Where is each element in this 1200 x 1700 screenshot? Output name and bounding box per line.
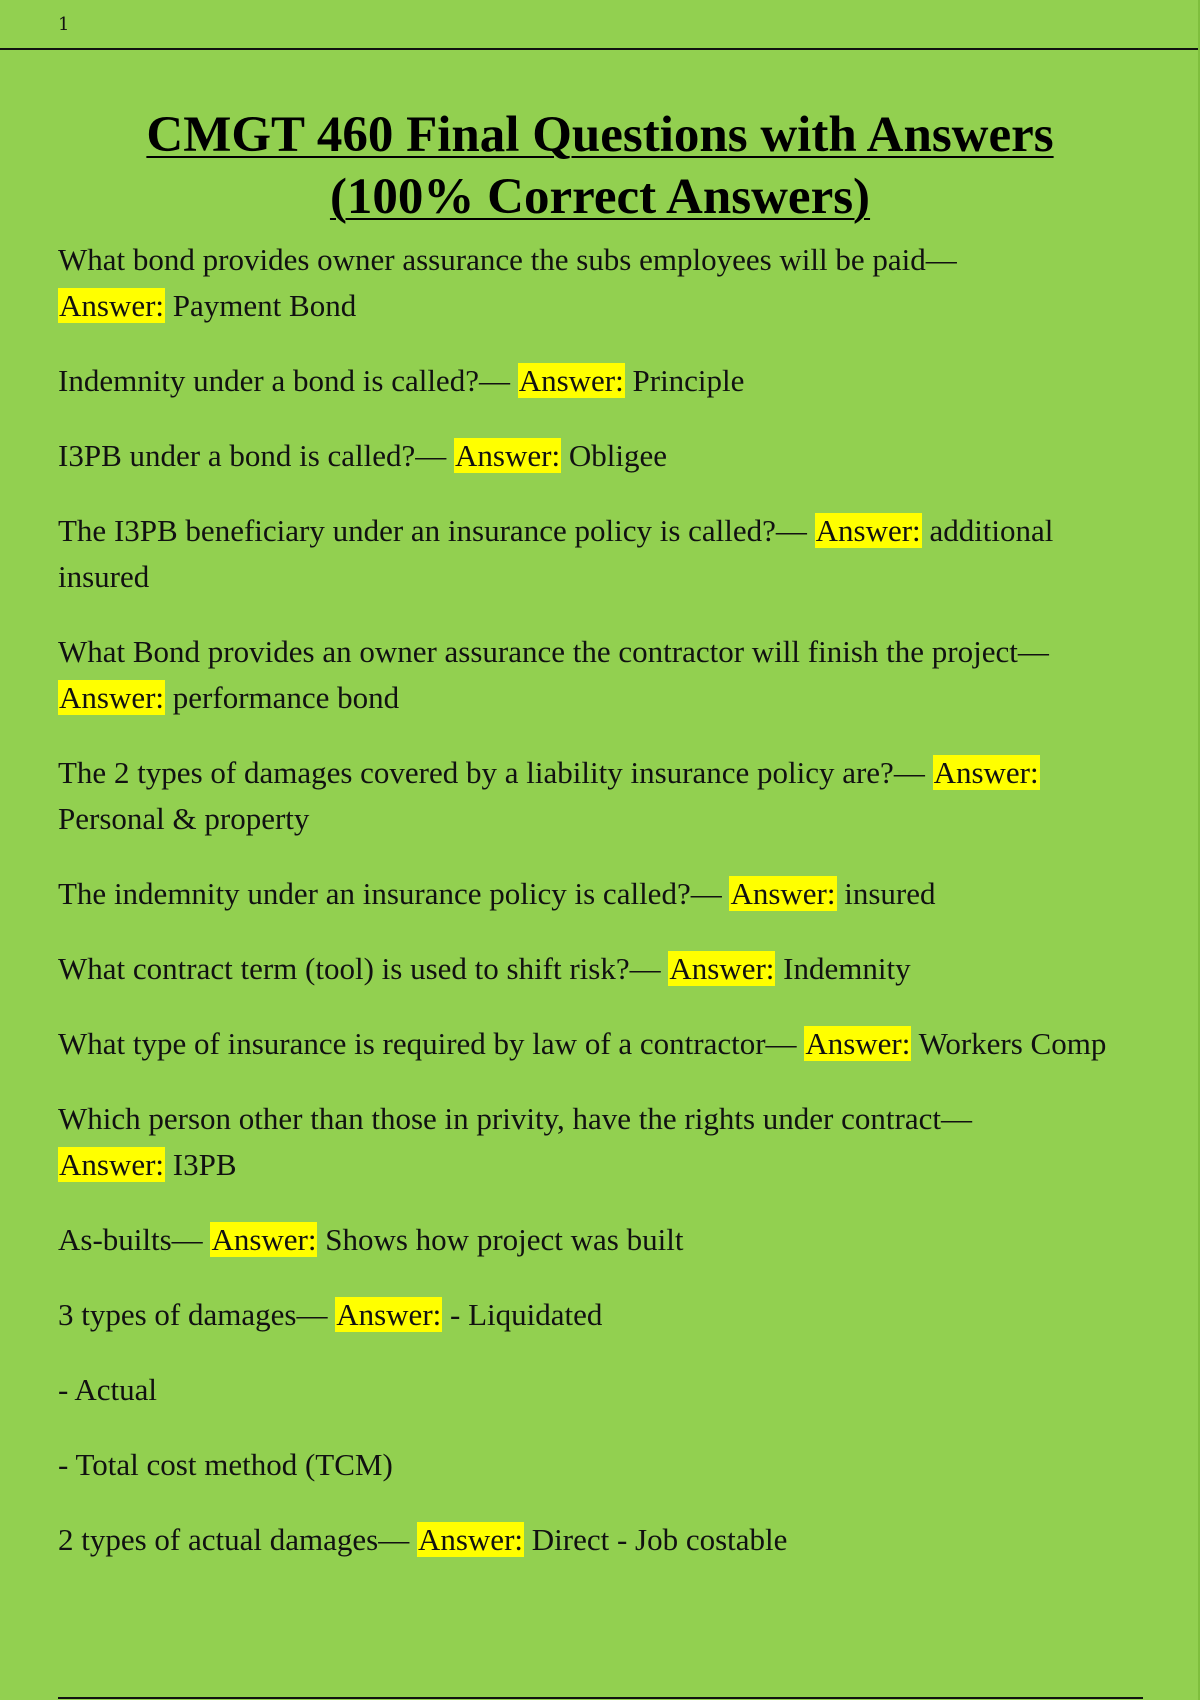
question-text: What Bond provides an owner assurance the contractor will finish the project— (58, 634, 1049, 669)
answer-label: Answer: (211, 1222, 317, 1257)
header-rule (0, 48, 1198, 50)
answer-label: Answer: (59, 288, 165, 323)
answer-label: Answer: (815, 513, 921, 548)
answer-label: Answer: (518, 363, 624, 398)
question-text: The 2 types of damages covered by a liability insurance policy are?— (58, 755, 925, 790)
answer-label: Answer: (669, 951, 775, 986)
question-text: Indemnity under a bond is called?— (58, 363, 510, 398)
answer-label: Answer: (455, 438, 561, 473)
qa-item (58, 1217, 1148, 1263)
question-text: What bond provides owner assurance the subs employees will be paid— (58, 242, 957, 277)
answer-text: Payment Bond (172, 288, 357, 323)
answer-text: additional insured (58, 513, 1054, 594)
qa-item (58, 871, 1148, 917)
qa-item (58, 358, 1148, 404)
answer-label: Answer: (417, 1522, 524, 1557)
qa-item (58, 508, 1148, 600)
question-text: As-builts— (58, 1222, 203, 1257)
qa-item (58, 1021, 1148, 1067)
qa-item (58, 629, 1148, 721)
qa-item (58, 1292, 1148, 1338)
answer-label: Answer: (59, 680, 165, 715)
answer-label: Answer: (336, 1297, 442, 1332)
question-text: I3PB under a bond is called?— (58, 438, 447, 473)
answer-text: I3PB (172, 1147, 237, 1182)
answer-text: Principle (632, 363, 745, 398)
question-text: The indemnity under an insurance policy is called?— (58, 876, 722, 911)
answer-label: Answer: (933, 755, 1039, 790)
answer-text: - Liquidated (450, 1297, 603, 1332)
answer-text: Shows how project was built (325, 1222, 684, 1257)
answer-text: insured (844, 876, 936, 911)
question-text: The I3PB beneficiary under an insurance policy is called?— (58, 513, 807, 548)
answer-text: Personal & property (58, 801, 310, 836)
title-line-2: (100% Correct Answers) (329, 169, 871, 225)
question-text: 2 types of actual damages— (58, 1522, 410, 1557)
question-text: Which person other than those in privity, have the rights under contract— (58, 1101, 972, 1136)
qa-item (58, 750, 1148, 842)
qa-item (58, 237, 1148, 329)
answer-label: Answer: (59, 1147, 165, 1182)
answer-text: Indemnity (783, 951, 911, 986)
qa-item (58, 946, 1148, 992)
answer-text: Obligee (568, 438, 667, 473)
answer-text: Workers Comp (918, 1026, 1107, 1061)
answer-continuation: - Total cost method (TCM) (58, 1447, 393, 1482)
qa-item (58, 433, 1148, 479)
answer-label: Answer: (730, 876, 836, 911)
answer-label: Answer: (805, 1026, 911, 1061)
question-text: What type of insurance is required by law of a contractor— (58, 1026, 797, 1061)
answer-text: Direct - Job costable (531, 1522, 788, 1557)
footer-rule (58, 1697, 1143, 1699)
answer-continuation: - Actual (58, 1372, 157, 1407)
answer-text: performance bond (172, 680, 400, 715)
title-line-1: CMGT 460 Final Questions with Answers (146, 107, 1054, 163)
question-text: 3 types of damages— (58, 1297, 328, 1332)
qa-list (58, 237, 1148, 1592)
document-title (60, 104, 1140, 228)
qa-item (58, 1517, 1148, 1563)
qa-item (58, 1096, 1148, 1188)
page-number: 1 (58, 14, 70, 35)
question-text: What contract term (tool) is used to shift risk?— (58, 951, 661, 986)
